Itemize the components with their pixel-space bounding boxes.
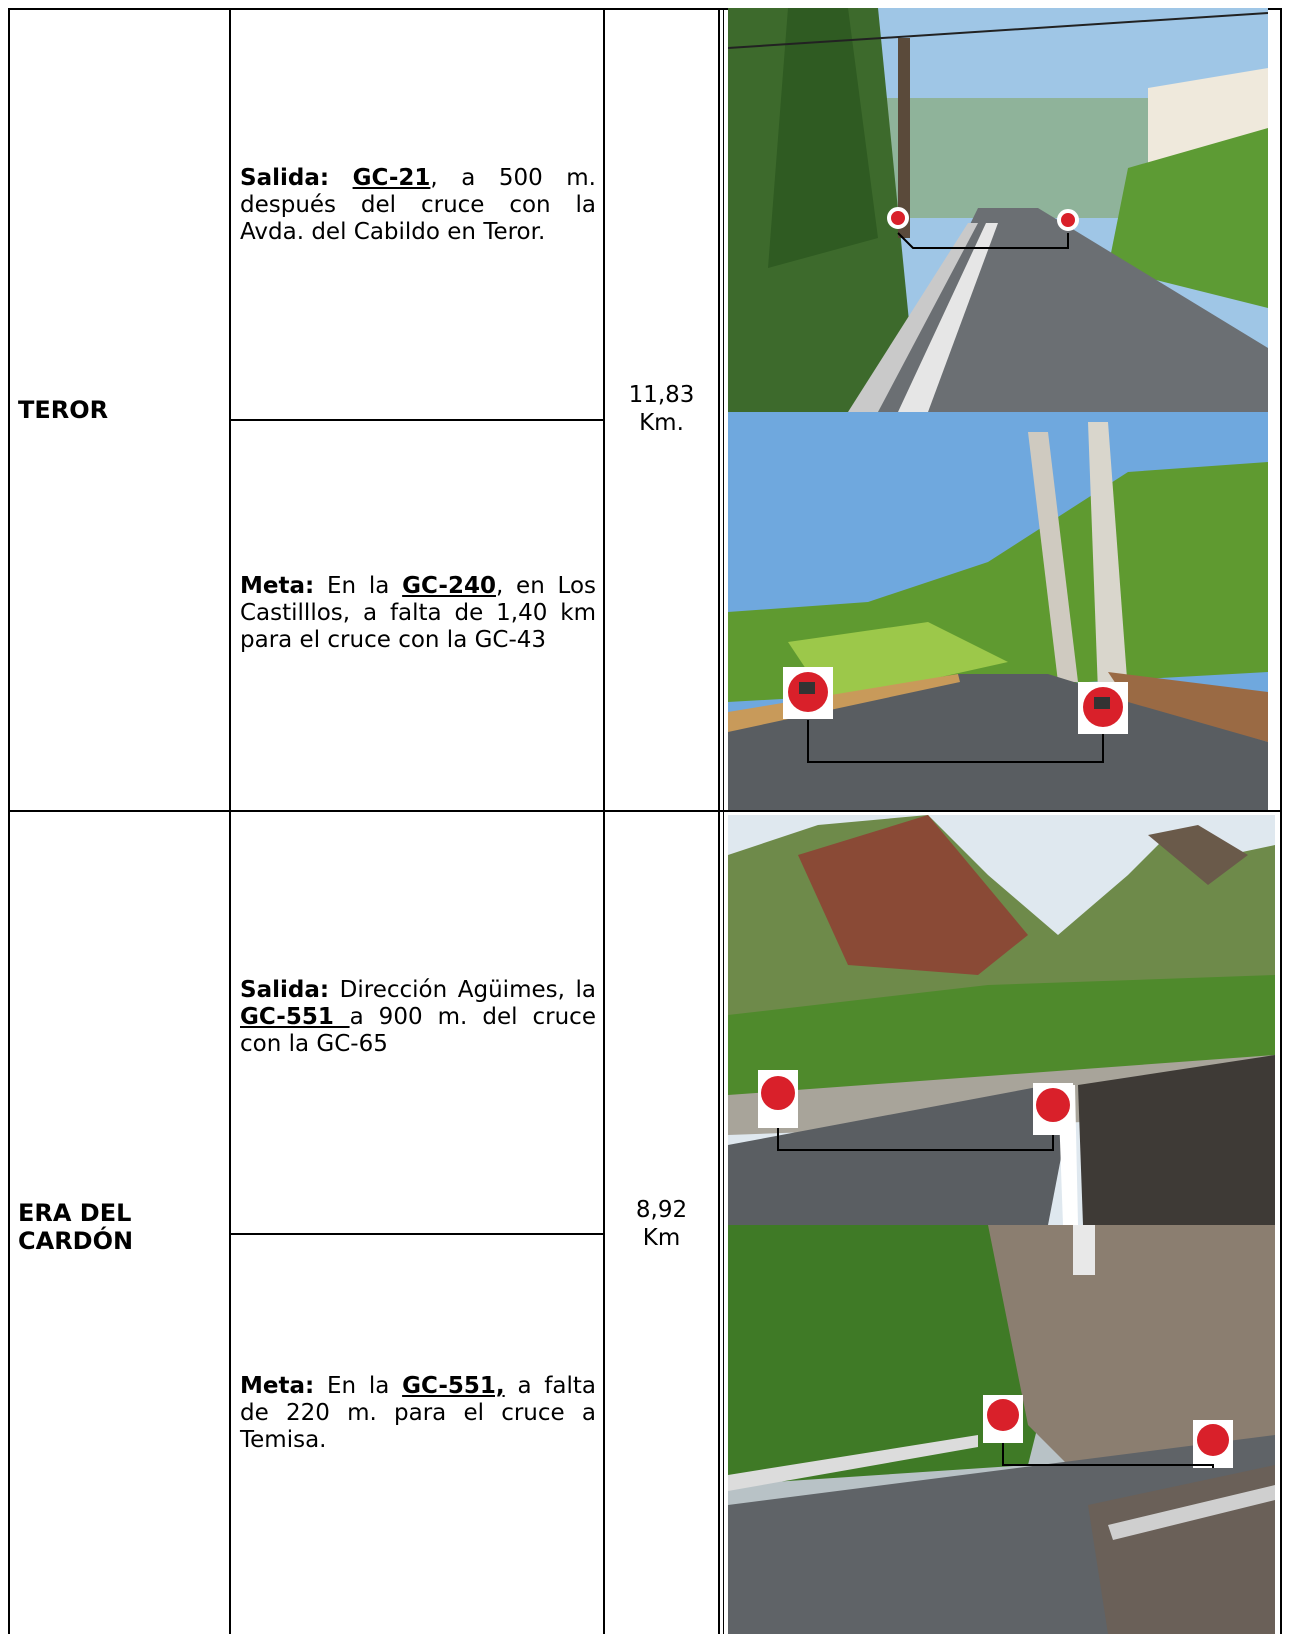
finish-prefix: En la — [326, 1373, 403, 1399]
finish-prefix: En la — [326, 573, 403, 599]
distance-value: 8,92 — [635, 1197, 688, 1223]
start-road-code: GC-551 — [240, 1004, 350, 1030]
start-prefix: Dirección Agüimes, la — [339, 977, 596, 1003]
route-name-era-del-cardon — [18, 1199, 133, 1255]
finish-description-teror — [240, 573, 596, 654]
distance-era-del-cardon — [605, 1196, 718, 1252]
table-row-divider — [8, 810, 1282, 812]
photo-era-del-cardon-finish — [728, 1225, 1275, 1634]
finish-text: , en Los Castilllos, a falta de 1,40 km para el cruce con la GC-43 — [240, 573, 597, 653]
start-label: Salida: — [240, 165, 330, 191]
col-divider-2 — [603, 8, 605, 1634]
distance-teror — [605, 381, 718, 437]
desc-split-row1 — [229, 419, 605, 421]
col-divider-3 — [718, 8, 720, 1634]
table-border-right — [1280, 8, 1282, 1634]
distance-unit: Km. — [639, 410, 684, 436]
distance-unit: Km — [642, 1225, 681, 1251]
start-description-era-del-cardon — [240, 977, 596, 1058]
start-text: , a 500 m. después del cruce con la Avda. del Cabildo en Teror. — [240, 165, 596, 245]
start-road-code: GC-21 — [352, 165, 431, 191]
finish-label: Meta: — [240, 573, 315, 599]
route-name-line2: CARDÓN — [18, 1227, 134, 1255]
finish-description-era-del-cardon — [240, 1373, 596, 1454]
desc-split-row2 — [229, 1233, 605, 1235]
table-border-left — [8, 8, 10, 1634]
start-description-teror — [240, 165, 596, 246]
finish-road-code: GC-551, — [402, 1373, 505, 1399]
col-divider-1 — [229, 8, 231, 1634]
route-name-line1: ERA DEL — [18, 1199, 132, 1227]
photo-teror-start — [728, 8, 1268, 412]
finish-text: a falta de 220 m. para el cruce a Temisa. — [240, 1373, 596, 1453]
distance-value: 11,83 — [628, 382, 695, 408]
start-text: a 900 m. del cruce con la GC-65 — [240, 1004, 596, 1057]
photo-era-del-cardon-start — [728, 815, 1275, 1225]
finish-label: Meta: — [240, 1373, 315, 1399]
photo-teror-finish — [728, 412, 1268, 810]
route-name-teror: TEROR — [18, 396, 109, 424]
start-label: Salida: — [240, 977, 330, 1003]
col-divider-4 — [723, 8, 724, 1634]
finish-road-code: GC-240 — [402, 573, 496, 599]
